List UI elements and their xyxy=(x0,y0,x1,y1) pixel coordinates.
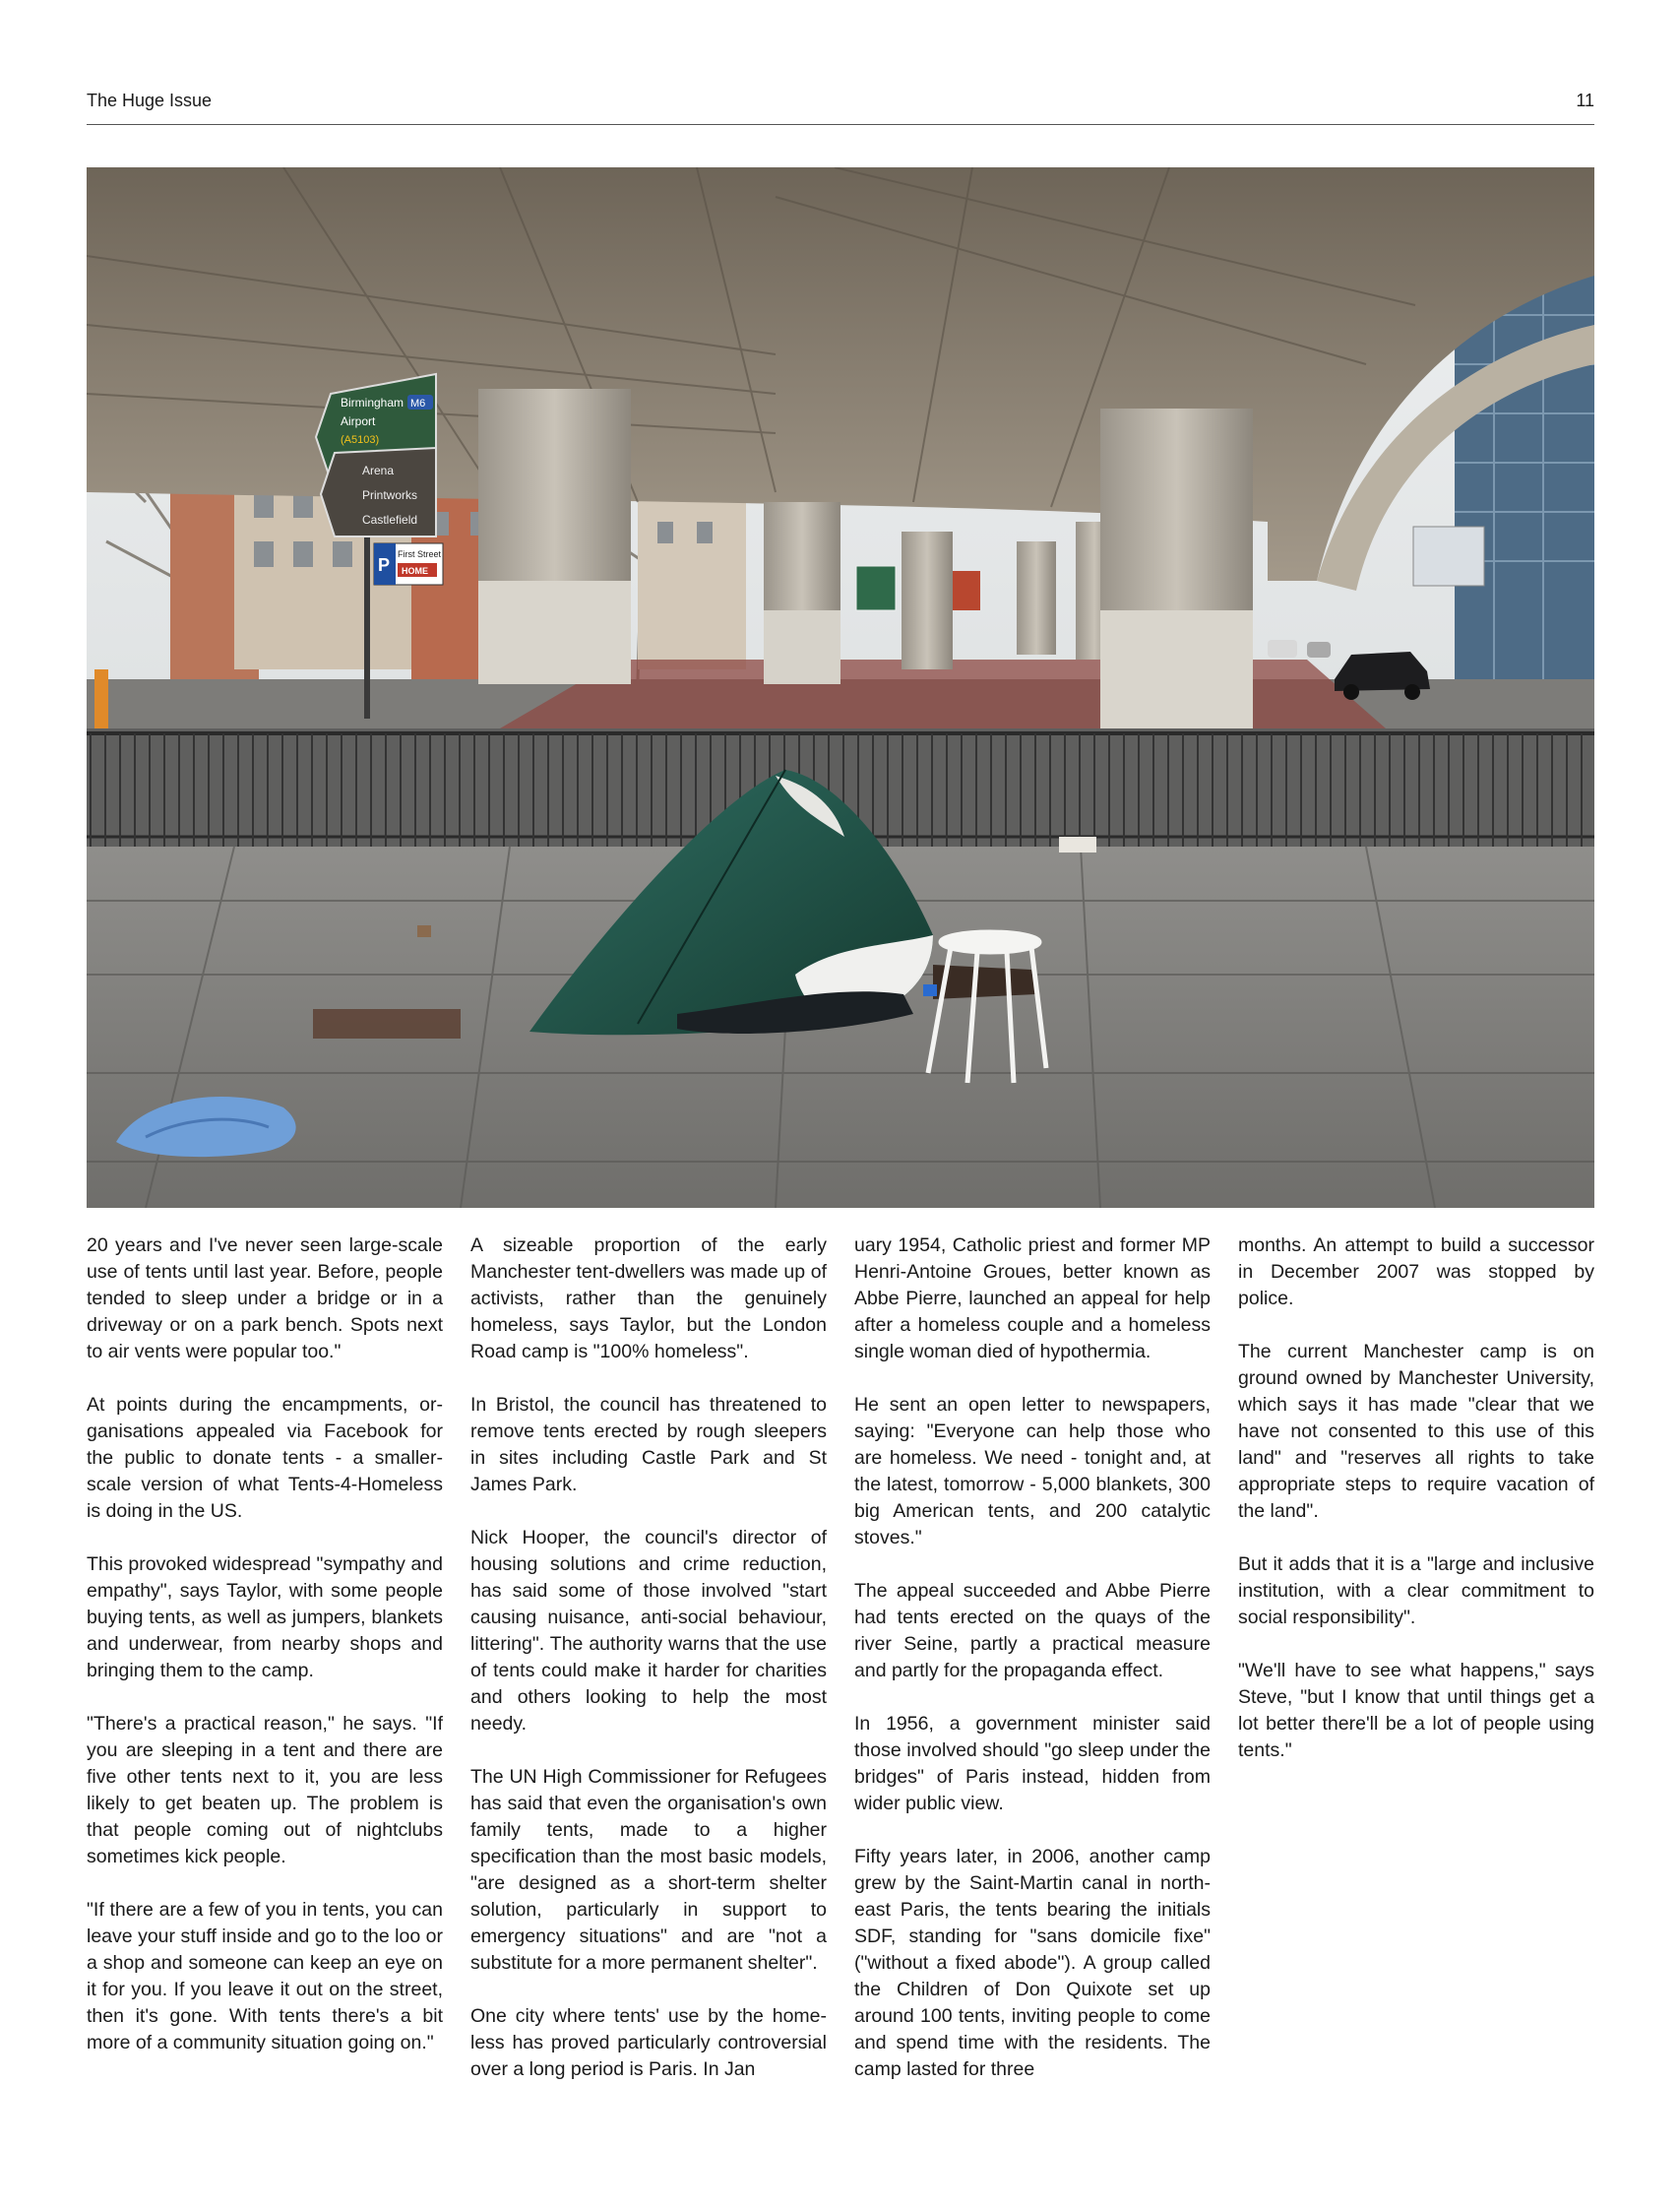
publication-name: The Huge Issue xyxy=(87,91,213,110)
paragraph: This provoked widespread "sympathy and empathy", says Taylor, with some people buying tents, as well as jumpers, blankets and underwear, from nearby shops and bringing them to the camp. xyxy=(87,1553,443,1681)
paragraph: "There's a practical reason," he says. "If you are sleeping in a tent and there are five other tents next to it, you are less likely to get beaten up. The problem is that people coming out of nightclubs sometimes kick people. xyxy=(87,1713,443,1867)
svg-text:HOME: HOME xyxy=(402,566,428,576)
svg-text:Airport: Airport xyxy=(341,414,376,428)
paragraph: One city where tents' use by the homeless has proved particularly controversial over a long period is Paris. In Jan xyxy=(470,2005,827,2080)
svg-text:First Street: First Street xyxy=(398,549,442,559)
svg-text:Arena: Arena xyxy=(362,464,395,477)
paragraph: He sent an open letter to newspapers, saying: "Everyone can help those who are homeless. We need - tonight and, at the latest, tomorrow - 5,000 blankets, 300 big American tents, and 200 catalytic stoves." xyxy=(854,1394,1211,1548)
paragraph: The UN High Commissioner for Refugees has said that even the organisation's own family tents, made to a higher specification than the most basic models, "are designed as a short-term shelter solution, particularly in support to emergency situations" and are "not a substitute for a more permanent shelter". xyxy=(470,1766,827,1974)
svg-text:M6: M6 xyxy=(410,398,426,410)
svg-text:Birmingham: Birmingham xyxy=(341,396,404,410)
paragraph: At points during the encampments, organisations appealed via Facebook for the public to donate tents - a smaller-scale version of what Tents-4-Homeless is doing in the US. xyxy=(87,1394,443,1522)
paragraph: Nick Hooper, the council's director of housing solutions and crime reduction, has said some of those involved "start causing nuisance, anti-social behaviour, littering". The authority warns that the use of tents could make it harder for charities and others looking to help the most needy. xyxy=(470,1527,827,1735)
column-2 xyxy=(470,1232,827,2110)
paragraph: The appeal succeeded and Abbe Pierre had tents erected on the quays of the river Seine, partly a practical measure and partly for the propaganda effect. xyxy=(854,1580,1211,1681)
svg-text:Printworks: Printworks xyxy=(362,488,418,502)
paragraph: months. An attempt to build a successor in December 2007 was stopped by police. xyxy=(1238,1234,1594,1309)
svg-text:(A5103): (A5103) xyxy=(341,434,380,446)
paragraph: A sizeable proportion of the early Manchester tent-dwellers was made up of activists, rather than the genuinely homeless, says Taylor, but the London Road camp is "100% homeless". xyxy=(470,1234,827,1362)
paragraph: In 1956, a government minister said those involved should "go sleep under the bridges" of Paris instead, hidden from wider public view. xyxy=(854,1713,1211,1814)
paragraph: 20 years and I've never seen large-scale use of tents until last year. Before, people tended to sleep under a bridge or in a driveway or on a park bench. Spots next to air vents were popular too." xyxy=(87,1234,443,1362)
column-3 xyxy=(854,1232,1211,2110)
paragraph: In Bristol, the council has threatened to remove tents erected by rough sleepers in sites including Castle Park and St James Park. xyxy=(470,1394,827,1495)
svg-text:P: P xyxy=(378,555,391,575)
column-1 xyxy=(87,1232,443,2083)
paragraph: Fifty years later, in 2006, another camp grew by the Saint-Martin canal in north-east Paris, the tents bearing the initials SDF, standing for "sans domicile fixe" ("without a fixed abode"). A group called the Children of Don Quixote set up around 100 tents, inviting people to come and spend time with the residents. The camp lasted for three xyxy=(854,1846,1211,2080)
header-rule xyxy=(87,124,1594,125)
paragraph: uary 1954, Catholic priest and former MP Henri-Antoine Groues, better known as Abbe Pierre, launched an appeal for help after a homeless couple and a homeless single woman died of hypothermia. xyxy=(854,1234,1211,1362)
paragraph: But it adds that it is a "large and inclusive institution, with a clear commitment to social responsibility". xyxy=(1238,1553,1594,1628)
paragraph: The current Manchester camp is on ground owned by Manchester University, which says it has made "clear that we have not consented to this use of this land" and "reserves all rights to take appropriate steps to require vacation of the land". xyxy=(1238,1341,1594,1522)
article-body xyxy=(87,1232,1594,2118)
column-4 xyxy=(1238,1232,1594,1791)
page-header xyxy=(87,91,1594,126)
paragraph: "We'll have to see what happens," says Steve, "but I know that until things get a lot better there'll be a lot of people using tents." xyxy=(1238,1660,1594,1761)
svg-text:Castlefield: Castlefield xyxy=(362,513,418,527)
page-number: 11 xyxy=(1576,91,1594,110)
paragraph: "If there are a few of you in tents, you can leave your stuff inside and go to the loo or a shop and someone can keep an eye on it for you. If you leave it out on the street, then it's gone. With tents there's a bit more of a community situation going on." xyxy=(87,1899,443,2053)
tent-under-flyover-photo xyxy=(87,167,1594,1208)
